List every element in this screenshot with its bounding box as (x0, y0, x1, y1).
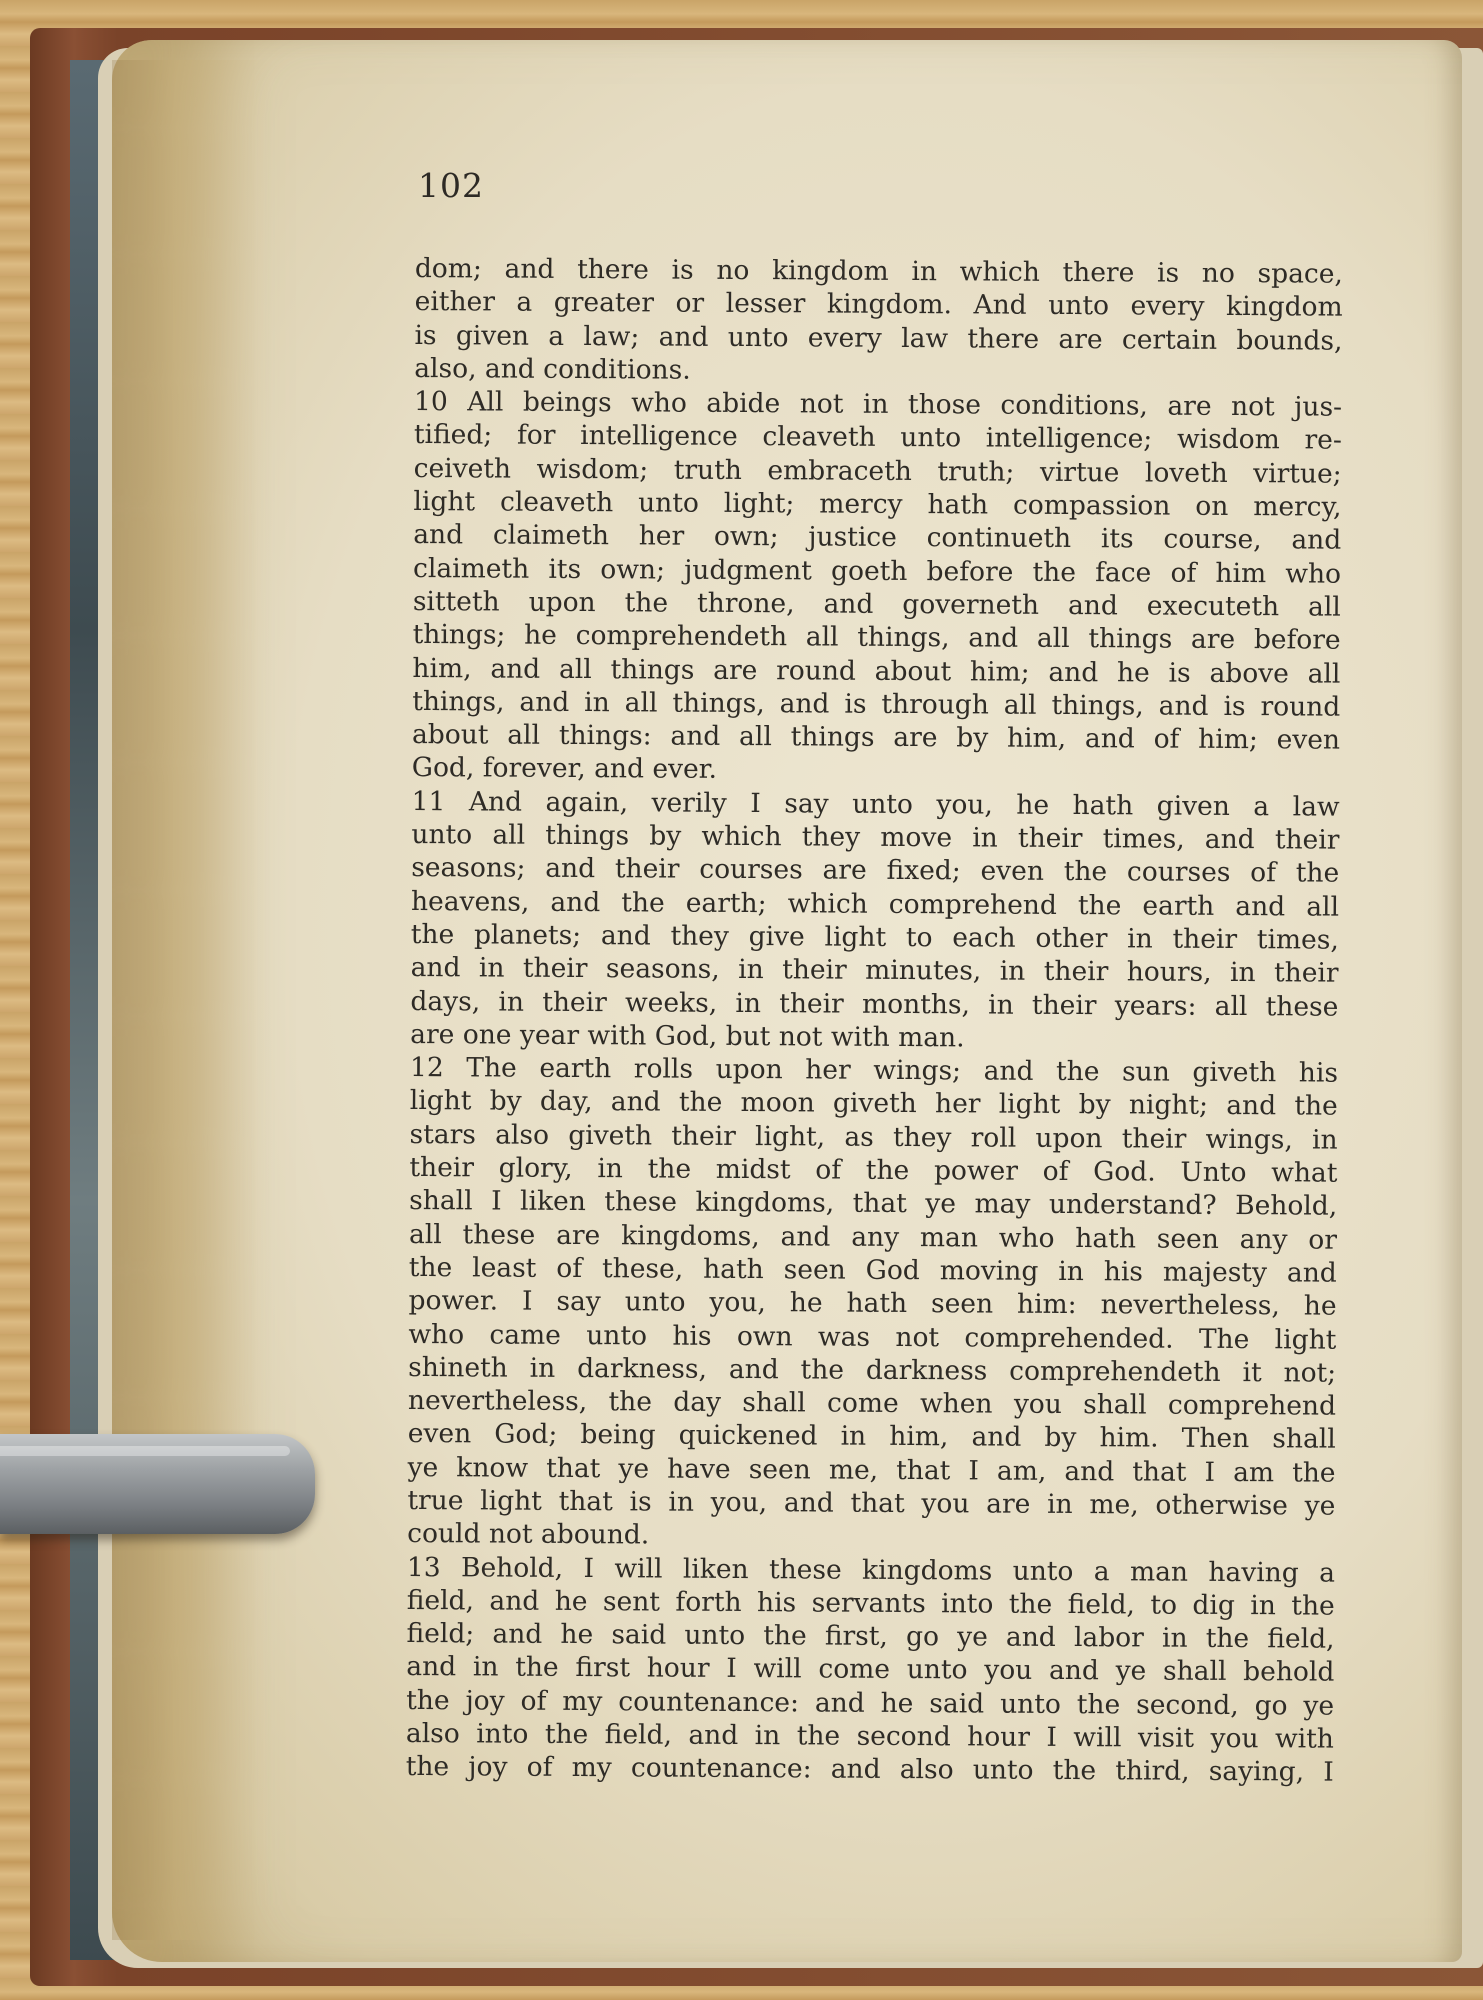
text-line: 10 All beings who abide not in those conditions, are not jus- (413, 386, 1343, 423)
text-line: 12 The earth rolls upon her wings; and the sun giveth his (409, 1052, 1339, 1089)
text-line: light by day, and the moon giveth her light by night; and the (409, 1085, 1338, 1123)
text-line: are one year with God, but not with man. (410, 1018, 965, 1054)
text-line: also into the field, and in the second hour I will visit you with (405, 1718, 1335, 1755)
page-number: 102 (418, 166, 484, 205)
text-line: field; and he said unto the first, go ye and labor in the field, (406, 1618, 1335, 1655)
text-line: shall I liken these kingdoms, that ye may understand? Behold, (409, 1185, 1338, 1222)
text-line: light cleaveth unto light; mercy hath compassion on mercy, (413, 486, 1342, 523)
text-line: the joy of my countenance: and he said unto the second, go ye (406, 1684, 1335, 1722)
text-line: seasons; and their courses are fixed; even the courses of the (411, 852, 1340, 890)
text-line: all these are kingdoms, and any man who hath seen any or (408, 1218, 1338, 1256)
page-gutter-stain (112, 60, 272, 1940)
text-line: tified; for intelligence cleaveth unto intelligence; wisdom re- (413, 419, 1342, 457)
text-line: who came unto his own was not comprehended. The light (408, 1318, 1337, 1356)
text-line: 11 And again, verily I say unto you, he hath given a law (411, 785, 1340, 823)
text-line: heavens, and the earth; which comprehend the earth and all (410, 885, 1340, 923)
text-line: shineth in darkness, and the darkness comprehendeth it not; (408, 1351, 1337, 1389)
text-line: dom; and there is no kingdom in which there is no space, (414, 252, 1343, 290)
text-line: and in their seasons, in their minutes, in their hours, in their (410, 952, 1339, 989)
text-line: nevertheless, the day shall come when you shall comprehend (407, 1385, 1337, 1422)
text-line: things; he comprehendeth all things, and all things are before (412, 619, 1341, 656)
text-line: the joy of my countenance: and also unto the third, saying, I (405, 1751, 1334, 1788)
page-text (406, 252, 1343, 1789)
text-line: also, and conditions. (414, 352, 691, 386)
text-line: the planets; and they give light to each other in their times, (410, 918, 1339, 956)
text-line: the least of these, hath seen God moving in his majesty and (408, 1251, 1337, 1289)
text-line: even God; being quickened in him, and by him. Then shall (407, 1418, 1336, 1456)
text-line: and in the first hour I will come unto you and ye shall behold (406, 1651, 1335, 1689)
text-line: ye know that ye have seen me, that I am, and that I am the (407, 1451, 1336, 1489)
text-line: days, in their weeks, in their months, in their years: all these (410, 985, 1339, 1023)
text-line: about all things: and all things are by him, and of him; even (411, 719, 1341, 756)
text-line: stars also giveth their light, as they roll upon their wings, in (409, 1118, 1338, 1156)
text-line: and claimeth her own; justice continueth its course, and (413, 519, 1342, 557)
blade-highlight (0, 1446, 290, 1456)
text-line: claimeth its own; judgment goeth before the face of him who (412, 552, 1342, 590)
text-line: their glory, in the midst of the power of God. Unto what (409, 1151, 1338, 1189)
text-line: things, and in all things, and is through all things, and is round (412, 685, 1341, 723)
text-line: God, forever, and ever. (411, 752, 718, 786)
text-line: power. I say unto you, he hath seen him: nevertheless, he (408, 1285, 1337, 1322)
text-line: could not abound. (407, 1518, 650, 1551)
text-line: either a greater or lesser kingdom. And unto every kingdom (414, 286, 1343, 323)
text-line: 13 Behold, I will liken these kingdoms unto a man having a (406, 1551, 1336, 1589)
text-line: field, and he sent forth his servants into the field, to dig in the (406, 1584, 1335, 1622)
text-line: ceiveth wisdom; truth embraceth truth; virtue loveth virtue; (413, 452, 1342, 490)
text-line: unto all things by which they move in their times, and their (411, 819, 1340, 856)
text-line: him, and all things are round about him; and he is above all (412, 652, 1341, 690)
text-line: true light that is in you, and that you are in me, otherwise ye (407, 1484, 1336, 1522)
text-line: sitteth upon the throne, and governeth and executeth all (412, 585, 1341, 623)
text-line: is given a law; and unto every law there are certain bounds, (414, 319, 1343, 357)
